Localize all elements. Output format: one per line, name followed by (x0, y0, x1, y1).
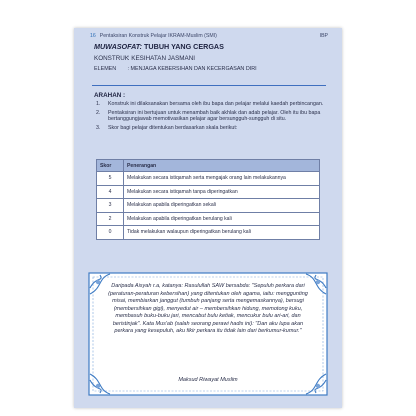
hadith-text: Daripada Aisyah r.a, katanya: Rasulullah SAW bersabda: "Sepuluh perkara dari (peraturan-peraturan kebersihan) yang ditentukan oleh agama, iaitu: menggunting misai, membiarkan janggut (tumbuh panjang serta mengemaskannya), bersugi (membersihkan gigi), menyedut air – membersihkan hidung, memotong kuku, membasuh buku-buku jari, mencabut bulu ketiak, mencukur bulu ari-ari, dan beristinjak". Kata Mus'ab (salah seorang perawi hadis ini): "Dan aku lupa akan perkara yang kesepuluh, aku fikir perkara itu tidak lain dari berkumur-kumur." (108, 283, 308, 334)
score-cell: 4 (97, 185, 124, 199)
description-cell: Melakukan apabila diperingatkan sekali (124, 199, 320, 213)
title-lead: MUWASOFAT: (94, 42, 143, 51)
instruction-item (96, 101, 324, 108)
page-number: 16 (90, 33, 96, 39)
score-scale-table (96, 159, 320, 240)
description-cell: Tidak melakukan walaupun diperingatkan berulang kali (124, 226, 320, 240)
konstruk-line (94, 55, 195, 62)
column-header-penerangan: Penerangan (124, 160, 320, 172)
table-row (97, 185, 320, 199)
score-cell: 0 (97, 226, 124, 240)
title-rest: TUBUH YANG CERGAS (144, 42, 224, 51)
description-cell: Melakukan secara istiqamah tanpa diperingatkan (124, 185, 320, 199)
running-header (90, 33, 328, 39)
table-row (97, 226, 320, 240)
instruction-list (96, 101, 324, 133)
konstruk-value: : KESIHATAN JASMANI (127, 55, 196, 62)
score-cell: 2 (97, 212, 124, 226)
table-row (97, 172, 320, 186)
instruction-item (96, 125, 324, 132)
book-title: Pentaksiran Konstruk Pelajar IKRAM-Muslim (SMI) (99, 33, 217, 39)
elemen-label: ELEMEN (94, 66, 117, 72)
section-title (94, 42, 224, 51)
score-cell: 3 (97, 199, 124, 213)
column-header-skor: Skor (97, 160, 124, 172)
instruction-item (96, 110, 324, 123)
table-row (97, 212, 320, 226)
instruction-text: Skor bagi pelajar ditentukan berdasarkan skala berikut: (108, 124, 238, 131)
konstruk-label: KONSTRUK (94, 55, 129, 62)
hadith-box (88, 272, 328, 396)
divider-rule (92, 85, 326, 86)
table-row (97, 199, 320, 213)
instruction-number: 1. (96, 101, 101, 107)
description-cell: Melakukan secara istiqamah serta mengajak orang lain melakukannya (124, 172, 320, 186)
instruction-number: 2. (96, 109, 101, 116)
hadith-source: Maksud Riwayat Muslim (178, 377, 238, 383)
table-header-row (97, 160, 320, 172)
instruction-text: Pentaksiran ini bertujuan untuk menambah baik akhlak dan adab pelajar. Oleh itu ibu bapa bertanggungjawab memotivasikan pelajar agar bersungguh-sungguh di situ. (108, 109, 321, 123)
score-cell: 5 (97, 172, 124, 186)
instruction-text: Konstruk ini dilaksanakan bersama oleh ibu bapa dan pelajar melalui kaedah perbincangan. (108, 101, 324, 107)
elemen-line (94, 66, 257, 72)
arahan-heading: ARAHAN : (94, 92, 126, 99)
header-code: IBP (319, 33, 328, 39)
worksheet-page (74, 28, 342, 408)
description-cell: Melakukan apabila diperingatkan berulang kali (124, 212, 320, 226)
instruction-number: 3. (96, 124, 101, 131)
elemen-value: : MENJAGA KEBERSIHAN DAN KECERGASAN DIRI (127, 66, 257, 72)
